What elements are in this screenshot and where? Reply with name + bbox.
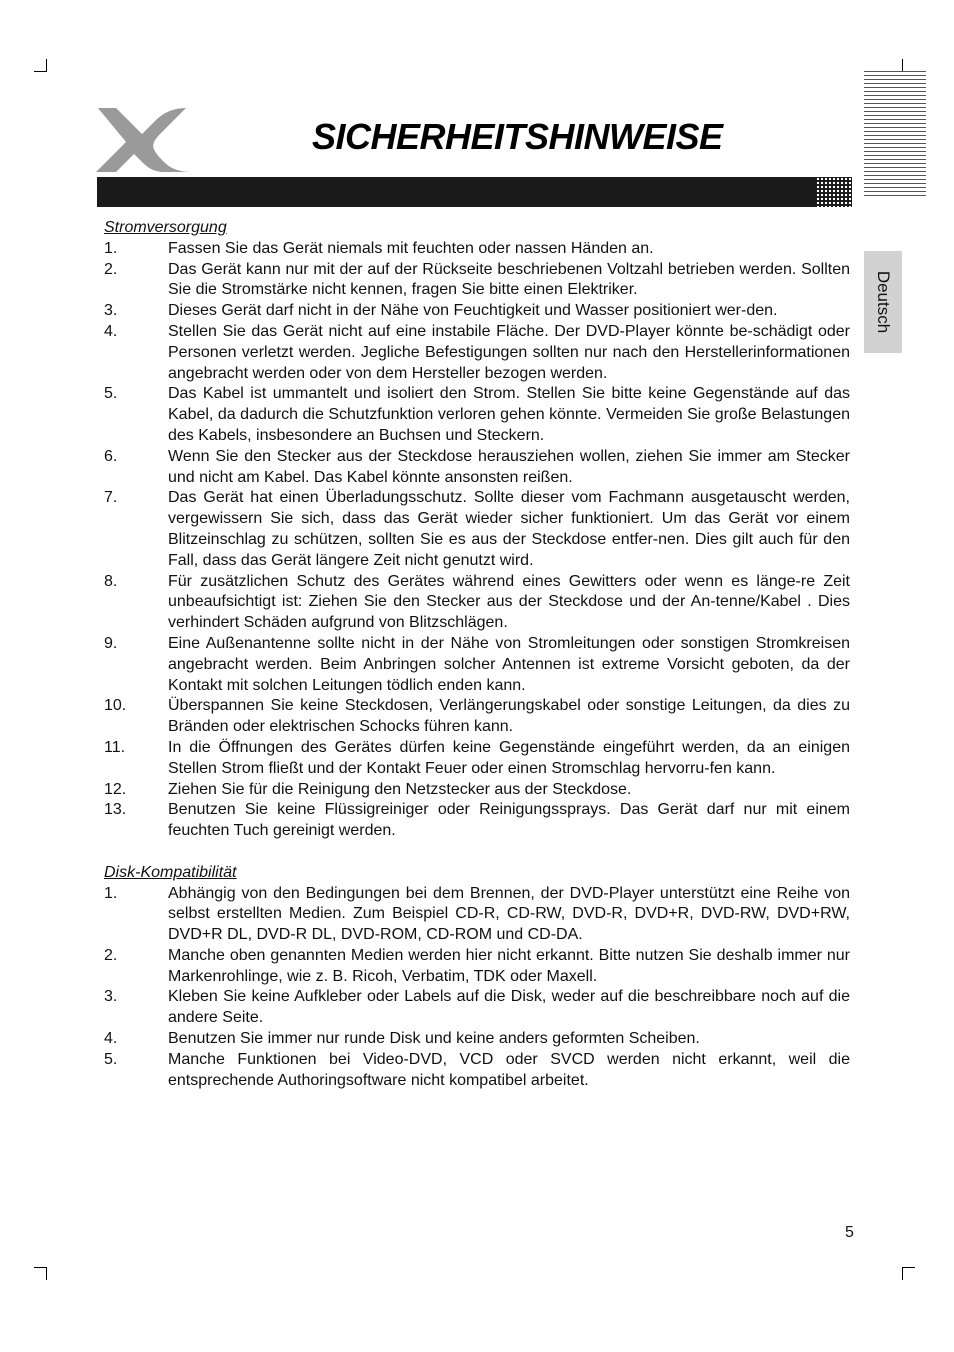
list-item <box>104 572 850 634</box>
list-item <box>104 738 850 780</box>
item-number: 13. <box>104 801 127 819</box>
list-item <box>104 884 850 946</box>
item-number: 3. <box>104 302 118 320</box>
item-text: Ziehen Sie für die Reinigung den Netzstecker aus der Steckdose. <box>168 780 632 798</box>
section-heading-stromversorgung: Stromversorgung <box>104 219 227 236</box>
item-text: Manche Funktionen bei Video-DVD, VCD oder SVCD werden nicht erkannt, weil die entsprechende Authoringsoftware nicht kompatibel arbeitet. <box>168 1050 850 1089</box>
item-number: 2. <box>104 946 118 964</box>
item-number: 12. <box>104 780 127 798</box>
list-item <box>104 260 850 302</box>
item-text: Benutzen Sie immer nur runde Disk und keine anders geformten Scheiben. <box>168 1030 700 1048</box>
list-item <box>104 239 850 260</box>
language-tab <box>864 251 902 353</box>
item-text: In die Öffnungen des Gerätes dürfen keine Gegenstände eingeführt werden, da an einigen Stellen Strom fließt und der Kontakt Feuer oder einen Stromschlag hervorru-fen kann. <box>168 738 850 777</box>
list-item <box>104 1050 850 1092</box>
item-text: Für zusätzlichen Schutz des Gerätes während eines Gewitters oder wenn es länge-re Zeit unbeaufsichtigt ist: Ziehen Sie den Stecker aus der Steckdose und der An-tenne/Kabel . Dies verhindert Schäden aufgrund von Blitzschlägen. <box>168 572 850 632</box>
item-number: 4. <box>104 1030 118 1048</box>
item-text: Kleben Sie keine Aufkleber oder Labels auf die Disk, weder auf die beschreibbare noch auf die andere Seite. <box>168 988 850 1027</box>
document-body <box>104 218 850 1091</box>
item-text: Benutzen Sie keine Flüssigreiniger oder Reinigungssprays. Das Gerät darf nur mit einem feuchten Tuch gereinigt werden. <box>168 801 850 840</box>
item-number: 2. <box>104 260 118 278</box>
item-number: 8. <box>104 572 118 590</box>
decorative-stripes <box>864 71 926 199</box>
item-text: Wenn Sie den Stecker aus der Steckdose herausziehen wollen, ziehen Sie immer am Stecker und nicht am Kabel. Das Kabel könnte ansonsten reißen. <box>168 447 850 486</box>
item-number: 3. <box>104 988 118 1006</box>
item-text: Manche oben genannten Medien werden hier nicht erkannt. Bitte nutzen Sie deshalb immer nur Markenrohlinge, wie z. B. Ricoh, Verbatim, TDK oder Maxell. <box>168 946 850 985</box>
section-heading-disk-kompatibilitaet: Disk-Kompatibilität <box>104 863 237 881</box>
brand-x-logo-icon <box>94 104 194 176</box>
item-text: Abhängig von den Bedingungen bei dem Brennen, der DVD-Player unterstützt eine Reihe von selbst erstellten Medien. Zum Beispiel CD-R, CD-RW, DVD-R, DVD+R, DVD-RW, DVD+RW, DVD+R DL, DVD-R DL, DVD-ROM, CD-ROM und CD-DA. <box>168 884 850 944</box>
list-item <box>104 301 850 322</box>
dot-pattern-icon <box>816 177 852 207</box>
page-number: 5 <box>845 1224 854 1241</box>
item-text: Das Gerät hat einen Überladungsschutz. Sollte dieser vom Fachmann ausgetauscht werden, vergewissern Sie sich, dass das Gerät wieder sicher funktioniert. Um das Gerät vor einem Blitzeinschlag zu schützen, sollten Sie es aus der Steckdose entfer-nen. Dies gilt auch für den Fall, dass das Gerät längere Zeit nicht genutzt wird. <box>168 489 850 569</box>
item-number: 6. <box>104 447 118 465</box>
list-item <box>104 800 850 842</box>
item-number: 1. <box>104 239 118 257</box>
list-item <box>104 1029 850 1050</box>
item-text: Eine Außenantenne sollte nicht in der Nähe von Stromleitungen oder sonstigen Stromkreisen angebracht werden. Beim Anbringen solcher Antennen ist extreme Vorsicht geboten, da der Kontakt mit solchen Leitungen tödlich enden kann. <box>168 634 850 694</box>
list-item <box>104 634 850 696</box>
item-number: 7. <box>104 489 118 507</box>
list-item <box>104 488 850 571</box>
list-item <box>104 780 850 801</box>
item-number: 5. <box>104 1050 118 1068</box>
item-text: Stellen Sie das Gerät nicht auf eine instabile Fläche. Der DVD-Player könnte be-schädigt oder Personen verletzt werden. Jegliche Befestigungen sollten nur nach den Herstellerinformationen angebracht werden oder von dem Hersteller bezogen werden. <box>168 322 850 382</box>
list-item <box>104 987 850 1029</box>
crop-mark-bottom-left <box>34 1267 47 1280</box>
crop-mark-bottom-right <box>902 1267 915 1280</box>
list-stromversorgung <box>104 239 850 842</box>
item-text: Das Kabel ist ummantelt und isoliert den Strom. Stellen Sie bitte keine Gegenstände auf das Kabel, da dadurch die Schutzfunktion verloren gehen könnte. Vermeiden Sie große Belastungen des Kabels, insbesondere an Buchsen und Steckern. <box>168 385 850 444</box>
item-text: Überspannen Sie keine Steckdosen, Verlängerungskabel oder sonstige Leitungen, da dies zu Bränden oder elektrischen Schocks führen kann. <box>168 697 850 736</box>
list-disk-kompatibilitaet <box>104 884 850 1092</box>
list-item <box>104 447 850 489</box>
item-number: 1. <box>104 884 118 902</box>
list-item <box>104 384 850 446</box>
item-number: 9. <box>104 634 118 652</box>
crop-mark-top-left <box>34 59 47 72</box>
section-spacer <box>104 842 850 863</box>
list-item <box>104 696 850 738</box>
page-title: SICHERHEITSHINWEISE <box>312 116 723 157</box>
item-text: Fassen Sie das Gerät niemals mit feuchten oder nassen Händen an. <box>168 239 654 257</box>
list-item <box>104 946 850 988</box>
title-bar <box>97 177 852 207</box>
item-number: 10. <box>104 697 127 715</box>
language-tab-label: Deutsch <box>874 270 893 334</box>
list-item <box>104 322 850 384</box>
item-number: 4. <box>104 322 118 340</box>
item-number: 11. <box>104 738 126 756</box>
item-text: Dieses Gerät darf nicht in der Nähe von Feuchtigkeit und Wasser positioniert wer-den. <box>168 302 778 320</box>
item-number: 5. <box>104 385 118 403</box>
item-text: Das Gerät kann nur mit der auf der Rückseite beschriebenen Voltzahl betrieben werden. Sollten Sie die Stromstärke nicht kennen, fragen Sie bitte einen Elektriker. <box>168 260 850 299</box>
